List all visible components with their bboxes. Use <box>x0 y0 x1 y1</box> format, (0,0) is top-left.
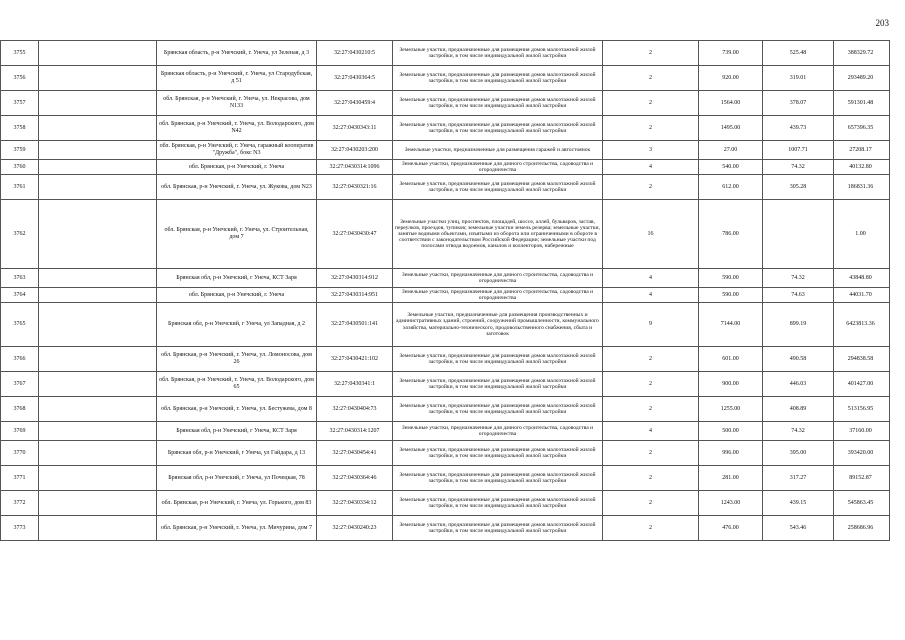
area-cell: 590.00 <box>699 269 763 288</box>
row-spacer <box>39 269 157 288</box>
specific-value-cell: 1007.71 <box>763 141 834 160</box>
row-spacer <box>39 441 157 466</box>
land-use-cell: Земельные участки, предназначенные для дачного строительства, садоводства и огородничества <box>393 160 603 175</box>
cadastral-cost-cell: 37160.00 <box>834 422 890 441</box>
row-number: 3759 <box>1 141 39 160</box>
land-use-cell: Земельные участки, предназначенные для размещения гаражей и автостоянок <box>393 141 603 160</box>
group-cell: 2 <box>603 41 699 66</box>
area-cell: 1255.00 <box>699 397 763 422</box>
row-spacer <box>39 347 157 372</box>
area-cell: 27.00 <box>699 141 763 160</box>
cadastral-cost-cell: 6423813.36 <box>834 303 890 347</box>
table-row <box>1 41 890 66</box>
cadastral-number-cell: 32:27:0430454:41 <box>317 441 393 466</box>
group-cell: 4 <box>603 269 699 288</box>
row-spacer <box>39 288 157 303</box>
page-number: 203 <box>875 18 889 28</box>
land-use-cell: Земельные участки, предназначенные для размещения домов малоэтажной жилой застройки, в том числе индивидуальной жилой застройки <box>393 91 603 116</box>
table-row <box>1 175 890 200</box>
table-row <box>1 372 890 397</box>
cadastral-number-cell: 32:27:0430314:1207 <box>317 422 393 441</box>
specific-value-cell: 439.15 <box>763 491 834 516</box>
cadastral-number-cell: 32:27:0430321:16 <box>317 175 393 200</box>
address-cell: обл. Брянская, р-н Унечский, г. Унеча <box>157 288 317 303</box>
table-row <box>1 200 890 269</box>
area-cell: 1243.00 <box>699 491 763 516</box>
group-cell: 16 <box>603 200 699 269</box>
specific-value-cell: 525.48 <box>763 41 834 66</box>
row-spacer <box>39 491 157 516</box>
table-row <box>1 116 890 141</box>
table-row <box>1 269 890 288</box>
cadastral-number-cell: 32:27:0430314:1096 <box>317 160 393 175</box>
specific-value-cell: 319.01 <box>763 66 834 91</box>
table-row <box>1 441 890 466</box>
table-row <box>1 66 890 91</box>
specific-value-cell: 439.73 <box>763 116 834 141</box>
specific-value-cell: 446.03 <box>763 372 834 397</box>
area-cell: 590.00 <box>699 288 763 303</box>
area-cell: 900.00 <box>699 372 763 397</box>
land-use-cell: Земельные участки, предназначенные для размещения домов малоэтажной жилой застройки, в том числе индивидуальной жилой застройки <box>393 397 603 422</box>
cadastral-number-cell: 32:27:0430240:23 <box>317 516 393 541</box>
group-cell: 2 <box>603 397 699 422</box>
row-number: 3772 <box>1 491 39 516</box>
row-number: 3762 <box>1 200 39 269</box>
cadastral-cost-cell: 186831.36 <box>834 175 890 200</box>
row-spacer <box>39 466 157 491</box>
table-row <box>1 466 890 491</box>
area-cell: 996.00 <box>699 441 763 466</box>
address-cell: Брянская обл, р-н Унечский, г Унеча, ул Гайдара, д 13 <box>157 441 317 466</box>
land-use-cell: Земельные участки, предназначенные для размещения домов малоэтажной жилой застройки, в том числе индивидуальной жилой застройки <box>393 347 603 372</box>
row-number: 3756 <box>1 66 39 91</box>
specific-value-cell: 378.07 <box>763 91 834 116</box>
group-cell: 9 <box>603 303 699 347</box>
land-use-cell: Земельные участки, предназначенные для размещения домов малоэтажной жилой застройки, в том числе индивидуальной жилой застройки <box>393 441 603 466</box>
address-cell: обл. Брянская, р-н Унечский, г. Унеча, ул. Горького, дом 83 <box>157 491 317 516</box>
address-cell: обл. Брянская, р-н Унечский, г. Унеча, ул. Некрасова, дом N133 <box>157 91 317 116</box>
area-cell: 612.00 <box>699 175 763 200</box>
row-number: 3765 <box>1 303 39 347</box>
group-cell: 2 <box>603 347 699 372</box>
specific-value-cell: 74.32 <box>763 422 834 441</box>
row-number: 3763 <box>1 269 39 288</box>
row-number: 3769 <box>1 422 39 441</box>
specific-value-cell: 74.32 <box>763 160 834 175</box>
land-use-cell: Земельные участки, предназначенные для дачного строительства, садоводства и огородничества <box>393 269 603 288</box>
land-use-cell: Земельные участки, предназначенные для размещения домов малоэтажной жилой застройки, в том числе индивидуальной жилой застройки <box>393 466 603 491</box>
cadastral-number-cell: 32:27:0430314:912 <box>317 269 393 288</box>
table-row <box>1 141 890 160</box>
table-row <box>1 347 890 372</box>
row-spacer <box>39 175 157 200</box>
address-cell: обл. Брянская, р-н Унечский, г. Унеча <box>157 160 317 175</box>
specific-value-cell: 490.58 <box>763 347 834 372</box>
address-cell: обл. Брянская, р-н Унечский, г. Унеча, ул. Володарского, дом N42 <box>157 116 317 141</box>
group-cell: 2 <box>603 516 699 541</box>
cadastral-cost-cell: 44031.70 <box>834 288 890 303</box>
row-spacer <box>39 116 157 141</box>
group-cell: 4 <box>603 288 699 303</box>
address-cell: обл. Брянская, р-н Унечский, г. Унеча, ул. Ломоносова, дом 26 <box>157 347 317 372</box>
group-cell: 4 <box>603 160 699 175</box>
specific-value-cell: 317.27 <box>763 466 834 491</box>
row-spacer <box>39 200 157 269</box>
area-cell: 476.00 <box>699 516 763 541</box>
cadastral-number-cell: 32:27:0430341:1 <box>317 372 393 397</box>
group-cell: 2 <box>603 116 699 141</box>
cadastral-value-table <box>0 40 890 541</box>
row-number: 3770 <box>1 441 39 466</box>
land-use-cell: Земельные участки, предназначенные для размещения домов малоэтажной жилой застройки, в том числе индивидуальной жилой застройки <box>393 175 603 200</box>
cadastral-cost-cell: 513156.95 <box>834 397 890 422</box>
area-cell: 7144.00 <box>699 303 763 347</box>
land-use-cell: Земельные участки, предназначенные для размещения домов малоэтажной жилой застройки, в том числе индивидуальной жилой застройки <box>393 516 603 541</box>
cadastral-cost-cell: 89152.87 <box>834 466 890 491</box>
cadastral-cost-cell: 43848.80 <box>834 269 890 288</box>
address-cell: Брянская область, р-н Унечский, г. Унеча, ул Стародубская, д 51 <box>157 66 317 91</box>
group-cell: 2 <box>603 175 699 200</box>
row-number: 3764 <box>1 288 39 303</box>
address-cell: Брянская обл, р-н Унечский, г Унеча, КСТ Заря <box>157 422 317 441</box>
row-spacer <box>39 66 157 91</box>
cadastral-cost-cell: 258686.96 <box>834 516 890 541</box>
area-cell: 1495.00 <box>699 116 763 141</box>
group-cell: 2 <box>603 372 699 397</box>
land-use-cell: Земельные участки, предназначенные для размещения домов малоэтажной жилой застройки, в том числе индивидуальной жилой застройки <box>393 116 603 141</box>
specific-value-cell: 305.28 <box>763 175 834 200</box>
group-cell: 4 <box>603 422 699 441</box>
cadastral-number-cell: 32:27:0430364:46 <box>317 466 393 491</box>
land-use-cell: Земельные участки, предназначенные для размещения производственных и административных зданий, строений, сооружений промышленности, коммунального хозяйства, материально-технического, продовольственного снабжения, сбыта и заготовок <box>393 303 603 347</box>
cadastral-cost-cell: 657396.35 <box>834 116 890 141</box>
row-number: 3771 <box>1 466 39 491</box>
area-cell: 739.00 <box>699 41 763 66</box>
row-spacer <box>39 141 157 160</box>
cadastral-cost-cell: 294838.58 <box>834 347 890 372</box>
table-row <box>1 303 890 347</box>
cadastral-cost-cell: 401427.00 <box>834 372 890 397</box>
area-cell: 281.00 <box>699 466 763 491</box>
address-cell: Брянская обл, р-н Унечский, г Унеча, КСТ Заря <box>157 269 317 288</box>
address-cell: обл. Брянская, р-н Унечский, г. Унеча, ул. Бестужева, дом 8 <box>157 397 317 422</box>
cadastral-number-cell: 32:27:0430203:200 <box>317 141 393 160</box>
group-cell: 2 <box>603 491 699 516</box>
land-use-cell: Земельные участки, предназначенные для размещения домов малоэтажной жилой застройки, в том числе индивидуальной жилой застройки <box>393 66 603 91</box>
row-number: 3758 <box>1 116 39 141</box>
table-row <box>1 288 890 303</box>
group-cell: 3 <box>603 141 699 160</box>
table-row <box>1 160 890 175</box>
specific-value-cell: 408.89 <box>763 397 834 422</box>
area-cell: 920.00 <box>699 66 763 91</box>
address-cell: Брянская обл, р-н Унечский, г Унеча, ул Почецкая, 78 <box>157 466 317 491</box>
land-use-cell: Земельные участки, предназначенные для размещения домов малоэтажной жилой застройки, в том числе индивидуальной жилой застройки <box>393 491 603 516</box>
area-cell: 786.00 <box>699 200 763 269</box>
row-number: 3773 <box>1 516 39 541</box>
cadastral-cost-cell: 388329.72 <box>834 41 890 66</box>
row-spacer <box>39 303 157 347</box>
table-row <box>1 422 890 441</box>
row-spacer <box>39 372 157 397</box>
specific-value-cell: 543.46 <box>763 516 834 541</box>
cadastral-number-cell: 32:27:0430334:12 <box>317 491 393 516</box>
row-spacer <box>39 160 157 175</box>
area-cell: 601.00 <box>699 347 763 372</box>
cadastral-number-cell: 32:27:0430343:11 <box>317 116 393 141</box>
table-row <box>1 516 890 541</box>
specific-value-cell: 899.19 <box>763 303 834 347</box>
cadastral-cost-cell: 545863.45 <box>834 491 890 516</box>
area-cell: 540.00 <box>699 160 763 175</box>
address-cell: обл. Брянская, р-н Унечский, г. Унеча, ул. Володарского, дом 65 <box>157 372 317 397</box>
group-cell: 2 <box>603 441 699 466</box>
land-use-cell: Земельные участки, предназначенные для размещения домов малоэтажной жилой застройки, в том числе индивидуальной жилой застройки <box>393 41 603 66</box>
row-spacer <box>39 397 157 422</box>
cadastral-cost-cell: 393420.00 <box>834 441 890 466</box>
area-cell: 500.00 <box>699 422 763 441</box>
address-cell: обл. Брянская, р-н Унечский, г. Унеча, ул. Мичурина, дом 7 <box>157 516 317 541</box>
cadastral-number-cell: 32:27:0430404:73 <box>317 397 393 422</box>
table-row <box>1 397 890 422</box>
cadastral-number-cell: 32:27:0430459:4 <box>317 91 393 116</box>
cadastral-number-cell: 32:27:0430364:5 <box>317 66 393 91</box>
address-cell: обл. Брянская, р-н Унечский, г. Унеча, ул. Жукова, дом N23 <box>157 175 317 200</box>
row-number: 3755 <box>1 41 39 66</box>
cadastral-cost-cell: 293489.20 <box>834 66 890 91</box>
table-row <box>1 491 890 516</box>
row-number: 3761 <box>1 175 39 200</box>
group-cell: 2 <box>603 466 699 491</box>
row-number: 3768 <box>1 397 39 422</box>
cadastral-cost-cell: 591301.48 <box>834 91 890 116</box>
row-number: 3757 <box>1 91 39 116</box>
address-cell: обл. Брянская, р-н Унечский, г. Унеча, ул. Строительная, дом 7 <box>157 200 317 269</box>
row-number: 3767 <box>1 372 39 397</box>
cadastral-cost-cell: 27208.17 <box>834 141 890 160</box>
land-use-cell: Земельные участки, предназначенные для размещения домов малоэтажной жилой застройки, в том числе индивидуальной жилой застройки <box>393 372 603 397</box>
group-cell: 2 <box>603 91 699 116</box>
row-spacer <box>39 91 157 116</box>
row-number: 3766 <box>1 347 39 372</box>
table-row <box>1 91 890 116</box>
row-spacer <box>39 516 157 541</box>
specific-value-cell <box>763 200 834 269</box>
specific-value-cell: 74.32 <box>763 269 834 288</box>
cadastral-number-cell: 32:27:0430430:47 <box>317 200 393 269</box>
land-use-cell: Земельные участки, предназначенные для дачного строительства, садоводства и огородничества <box>393 288 603 303</box>
cadastral-number-cell: 32:27:0430501:141 <box>317 303 393 347</box>
specific-value-cell: 74.63 <box>763 288 834 303</box>
address-cell: Брянская область, р-н Унечский, г. Унеча, ул Зеленая, д 3 <box>157 41 317 66</box>
cadastral-number-cell: 32:27:0430210:5 <box>317 41 393 66</box>
address-cell: обл. Брянская, р-н Унечский, г. Унеча, гаражный кооператив "Дружба", бокс N3 <box>157 141 317 160</box>
specific-value-cell: 395.00 <box>763 441 834 466</box>
row-spacer <box>39 41 157 66</box>
row-number: 3760 <box>1 160 39 175</box>
cadastral-cost-cell: 1.00 <box>834 200 890 269</box>
land-use-cell: Земельные участки, предназначенные для дачного строительства, садоводства и огородничества <box>393 422 603 441</box>
address-cell: Брянская обл, р-н Унечский, г Унеча, ул Западная, д 2 <box>157 303 317 347</box>
area-cell: 1564.00 <box>699 91 763 116</box>
row-spacer <box>39 422 157 441</box>
cadastral-number-cell: 32:27:0430314:951 <box>317 288 393 303</box>
cadastral-number-cell: 32:27:0430421:102 <box>317 347 393 372</box>
group-cell: 2 <box>603 66 699 91</box>
land-use-cell: Земельные участки улиц, проспектов, площадей, шоссе, аллей, бульваров, застав, переулков, проездов, тупиков; земельные участки земель резерва; земельные участки, занятые водными объектами, изъятыми из оборота или ограниченными в обороте в соответствии с законодательством Российской Федерации; земельные участки под полосами отвода водоемов, каналов и коллекторов, набережные <box>393 200 603 269</box>
cadastral-cost-cell: 40132.80 <box>834 160 890 175</box>
